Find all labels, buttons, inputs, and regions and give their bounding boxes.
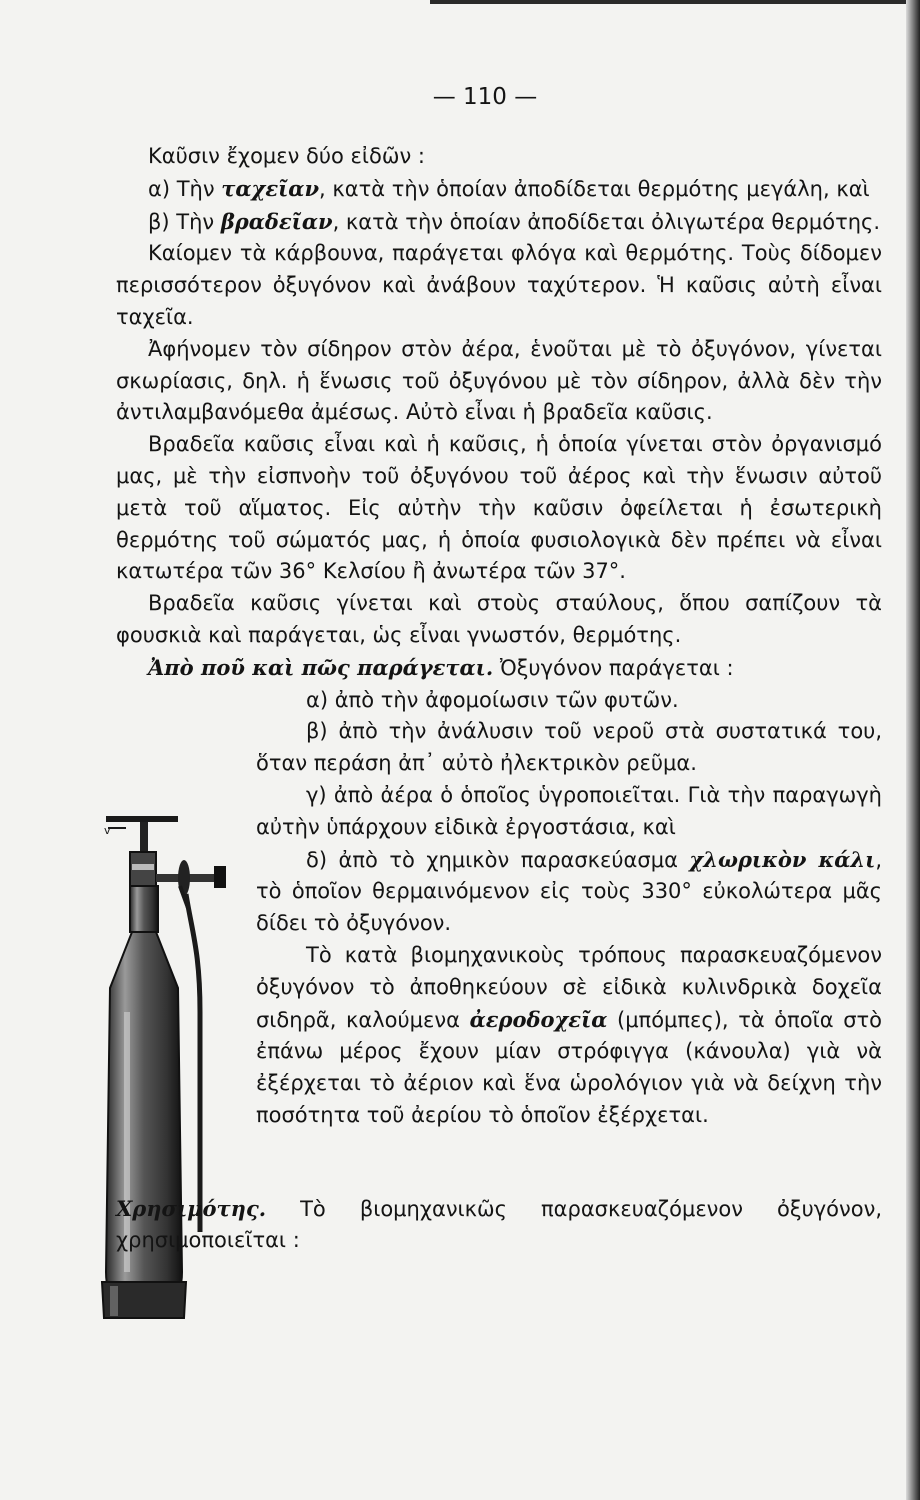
emphasis-term: ἀεροδοχεῖα [469,1006,608,1032]
page-top-edge [430,0,920,4]
svg-text:v: v [104,824,111,837]
paragraph: α) Τὴν ταχεῖαν, κατὰ τὴν ὁποίαν ἀποδίδεται θερμότης μεγάλη, καὶ [148,175,870,201]
paragraph: Τὸ κατὰ βιομηχανικοὺς τρόπους παρασκευαζόμενον ὀξυγόνον τὸ ἀποθηκεύουν σὲ εἰδικὰ κυλινδρικὰ δοχεῖα σιδηρᾶ, καλούμενα ἀεροδοχεῖα (μπόμπες), τὰ ὁποῖα στὸ ἐπάνω μέρος ἔχουν μίαν στρόφιγγα (κάνουλα) γιὰ νὰ ἐξέρχεται τὸ ἀέριον καὶ ἕνα ὡρολόγιον γιὰ νὰ δείχνη τὴν ποσότητα τοῦ ἀερίου τὸ ὁποῖον ἐξέρχεται. [256,942,882,1127]
section-heading: Χρησιμότης. [116,1195,267,1221]
section-heading: Ἀπὸ ποῦ καὶ πῶς παράγεται. [148,654,494,680]
paragraph: Ἀφήνομεν τὸν σίδηρον στὸν ἀέρα, ἑνοῦται μὲ τὸ ὀξυγόνον, γίνεται σκωρίασις, δηλ. ἡ ἕνωσις τοῦ ὀξυγόνου μὲ τὸν σίδηρον, ἀλλὰ δὲν τὴν ἀντιλαμβανόμεθα ἀμέσως. Αὐτὸ εἶναι ἡ βραδεῖα καῦσις. [116,336,882,425]
paragraph: Βραδεῖα καῦσις εἶναι καὶ ἡ καῦσις, ἡ ὁποία γίνεται στὸν ὀργανισμό μας, μὲ τὴν εἰσπνοὴν τοῦ ὀξυγόνου τοῦ ἀέρος καὶ τὴν ἕνωσιν αὐτοῦ μετὰ τοῦ αἵματος. Εἰς αὐτὴν τὴν καῦσιν ὀφείλεται ἡ ἐσωτερικὴ θερμότης τοῦ σώματός μας, ἡ ὁποία φυσιολογικὰ δὲν πρέπει νὰ εἶναι κατωτέρα τῶν 36° Κελσίου ἢ ἀνωτέρα τῶν 37°. [116,432,882,584]
emphasis-term: ταχεῖαν [221,175,320,201]
list-item: δ) ἀπὸ τὸ χημικὸν παρασκεύασμα χλωρικὸν κάλι, τὸ ὁποῖον θερμαινόμενον εἰς τοὺς 330° εὐκολώτερα μᾶς δίδει τὸ ὀξυγόνον. [256,846,883,936]
list-item: α) ἀπὸ τὴν ἀφομοίωσιν τῶν φυτῶν. [306,687,679,712]
list-item: β) ἀπὸ τὴν ἀνάλυσιν τοῦ νεροῦ στὰ συστατικά του, ὅταν περάση ἀπ᾽ αὐτὸ ἠλεκτρικὸν ρεῦμα. [256,719,882,776]
emphasis-term: χλωρικὸν κάλι [689,846,876,872]
page-right-edge [906,0,920,1500]
paragraph: β) Τὴν βραδεῖαν, κατὰ τὴν ὁποίαν ἀποδίδεται ὀλιγωτέρα θερμότης. [148,208,881,234]
figure-space [116,685,256,1193]
list-item: γ) ἀπὸ ἀέρα ὁ ὁποῖος ὑγροποιεῖται. Γιὰ τὴν παραγωγὴ αὐτὴν ὑπάρχουν εἰδικὰ ἐργοστάσια, καὶ [256,782,882,839]
emphasis-term: βραδεῖαν [220,208,333,234]
paragraph-heading: Ἀπὸ ποῦ καὶ πῶς παράγεται. Ὀξυγόνον παράγεται : [148,654,734,680]
paragraph: Χρησιμότης. Τὸ βιομηχανικῶς παρασκευαζόμενον ὀξυγόνον, χρησιμοποιεῖται : [116,1195,882,1253]
paragraph: Καῦσιν ἔχομεν δύο εἰδῶν : [148,144,425,168]
page-number: — 110 — [432,84,538,110]
text-block [116,141,882,1257]
paragraph: Βραδεῖα καῦσις γίνεται καὶ στοὺς σταύλους, ὅπου σαπίζουν τὰ φουσκιὰ καὶ παράγεται, ὡς εἶναι γνωστόν, θερμότης. [116,591,882,647]
paragraph: Καίομεν τὰ κάρβουνα, παράγεται φλόγα καὶ θερμότης. Τοὺς δίδομεν περισσότερον ὀξυγόνον καὶ ἀνάβουν ταχύτερον. Ἡ καῦσις αὐτὴ εἶναι ταχεῖα. [116,241,882,329]
